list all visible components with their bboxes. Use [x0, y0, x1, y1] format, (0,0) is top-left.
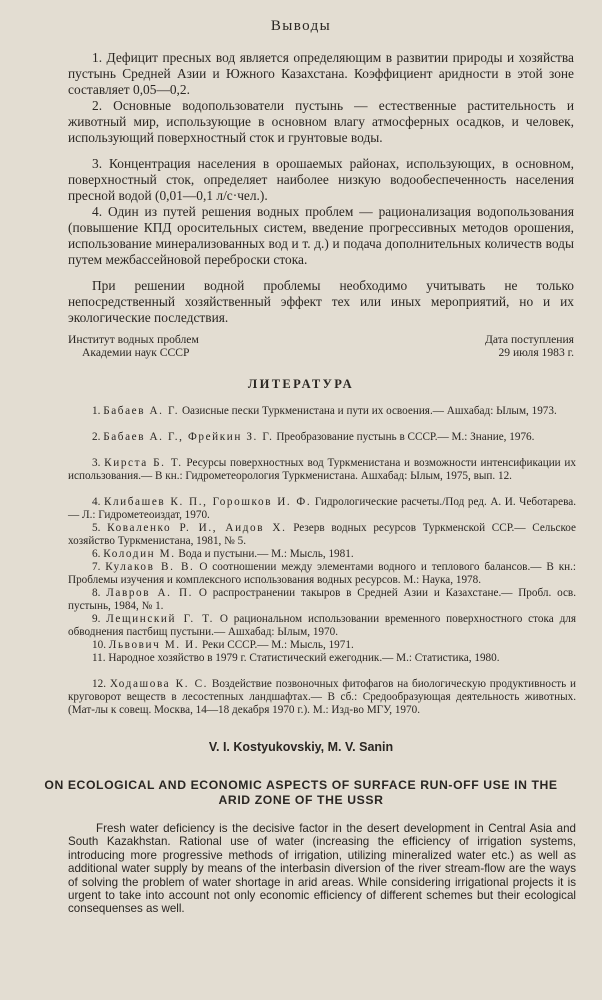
reference-authors: Бабаев А. Г., Фрейкин З. Г.: [103, 431, 274, 443]
reference-authors: Клибашев К. П., Горошков И. Ф.: [103, 496, 312, 508]
conclusion-paragraph: 4. Один из путей решения водных проблем — рационализация водопользования (повышение КПД оросительных систем, введение прогрессивных методов орошения, использование минерализованных вод и т. д.) и подача дополнительных количеств воды путем межбассейновой переброски стока.: [68, 204, 574, 267]
english-abstract: Fresh water deficiency is the decisive factor in the desert development in Central Asia and South Kazakhstan. Rational use of water (increasing the efficiency of irrigation systems, introducing more progressive methods of irrigation, utilizing mineralized water etc.) as well as additional water supply by means of the interbasin diversion of the river stream-flow are the ways of solving the problem of water shortage in arid areas. While considering irrigational projects it is urgent to take into account not only economic efficiency of different schemes but their ecological consequenses as well.: [68, 822, 576, 916]
reference-item: [68, 405, 576, 418]
reference-authors: Кирста Б. Т.: [104, 457, 183, 469]
reference-item: [68, 587, 576, 613]
conclusion-paragraph: 1. Дефицит пресных вод является определяющим в развитии природы и хозяйства пустынь Средней Азии и Южного Казахстана. Коэффициент аридности в этой зоне составляет 0,05—0,2.: [68, 50, 574, 97]
affiliation-line: Академии наук СССР: [82, 346, 190, 360]
reference-number: 12.: [92, 678, 106, 690]
reference-authors: Бабаев А. Г.: [103, 405, 180, 417]
reference-number: 4.: [92, 496, 101, 508]
reference-item: [68, 496, 576, 522]
reference-item: [68, 639, 576, 652]
reference-number: 1.: [92, 405, 101, 417]
reference-number: 7.: [92, 561, 101, 573]
reference-item: [68, 431, 576, 444]
reference-item: [68, 678, 576, 717]
english-authors: V. I. Kostyukovskiy, M. V. Sanin: [208, 740, 394, 754]
reference-number: 6.: [92, 548, 101, 560]
reference-text: Реки СССР.— М.: Мысль, 1971.: [201, 639, 354, 651]
reference-number: 10.: [92, 639, 106, 651]
conclusion-paragraph: 2. Основные водопользователи пустынь — естественные растительность и животный мир, использующие в основном влагу атмосферных осадков, и человек, использующий поверхностный сток и грунтовые воды.: [68, 98, 574, 145]
reference-text: Резерв водных ресурсов Туркменской ССР.— Сельское хозяйство Туркменистана, 1981, № 5.: [68, 522, 577, 547]
reference-text: О соотношении между элементами водного и теплового балансов.— В кн.: Проблемы изучения и комплексного использования водных ресурсов. М.: Наука, 1978.: [68, 561, 577, 586]
reference-number: 11.: [92, 652, 106, 664]
reference-item: [68, 548, 576, 561]
reference-number: 2.: [92, 431, 101, 443]
affiliation-line: Институт водных проблем: [68, 333, 199, 346]
conclusion-paragraph: 3. Концентрация населения в орошаемых районах, использующих, в основном, поверхностный сток, определяет наиболее низкую водообеспеченность населения пресной водой (0,01—0,1 л/с·чел.).: [68, 156, 574, 203]
conclusion-paragraph: При решении водной проблемы необходимо учитывать не только непосредственный хозяйственный эффект тех или иных мероприятий, но и их экологические последствия.: [68, 278, 574, 325]
reference-authors: Лавров А. П.: [106, 587, 194, 599]
reference-text: О рациональном использовании временного поверхностного стока для обводнения пастбищ пустыни.— Ашхабад: Ылым, 1970.: [68, 613, 577, 638]
reference-authors: Лещинский Г. Т.: [106, 613, 214, 625]
reference-number: 8.: [92, 587, 101, 599]
conclusions-heading: Выводы: [270, 18, 332, 34]
reference-number: 9.: [92, 613, 101, 625]
reference-item: [68, 457, 576, 483]
reference-authors: Коваленко Р. И., Аидов Х.: [107, 522, 287, 534]
reference-item: [68, 522, 576, 548]
reference-item: [68, 613, 576, 639]
reference-number: 3.: [92, 457, 101, 469]
affiliation: [68, 333, 199, 359]
literature-heading: ЛИТЕРАТУРА: [247, 377, 355, 391]
reference-text: О распространении такыров в Средней Азии и Казахстане.— Пробл. осв. пустынь, 1984, № 1.: [68, 587, 576, 612]
reference-text: Народное хозяйство в 1979 г. Статистический ежегодник.— М.: Статистика, 1980.: [108, 652, 500, 664]
reference-text: Вода и пустыни.— М.: Мысль, 1981.: [178, 548, 354, 560]
received-date: [485, 333, 574, 359]
reference-text: Гидрологические расчеты./Под ред. А. И. Чеботарева.— Л.: Гидрометеоиздат, 1970.: [68, 496, 577, 521]
received-value: 29 июля 1983 г.: [498, 346, 574, 360]
reference-item: [68, 561, 576, 587]
reference-authors: Ходашова К. С.: [109, 678, 209, 690]
reference-number: 5.: [92, 522, 101, 534]
reference-text: Ресурсы поверхностных вод Туркменистана и возможности интенсификации их использования.— В кн.: Гидрометеорология Туркменистана. Ашхабад: Ылым, 1975, вып. 12.: [68, 457, 577, 482]
reference-authors: Львович М. И.: [108, 639, 200, 651]
reference-text: Воздействие позвоночных фитофагов на биологическую продуктивность и круговорот веществ в лесостепных ландшафтах.— В сб.: Средообразующая деятельность животных. (Мат-лы к совещ. Москва, 14—18 декабря 1970 г.). М.: Изд-во МГУ, 1970.: [68, 678, 577, 716]
reference-authors: Кулаков В. В.: [105, 561, 195, 573]
reference-text: Оазисные пески Туркменистана и пути их освоения.— Ашхабад: Ылым, 1973.: [181, 405, 557, 417]
reference-item: [68, 652, 576, 665]
english-title: ON ECOLOGICAL AND ECONOMIC ASPECTS OF SURFACE RUN-OFF USE IN THE ARID ZONE OF THE USSR: [44, 778, 558, 807]
reference-text: Преобразование пустынь в СССР.— М.: Знание, 1976.: [276, 431, 535, 443]
received-label: Дата поступления: [484, 333, 574, 346]
reference-authors: Колодин М.: [103, 548, 176, 560]
